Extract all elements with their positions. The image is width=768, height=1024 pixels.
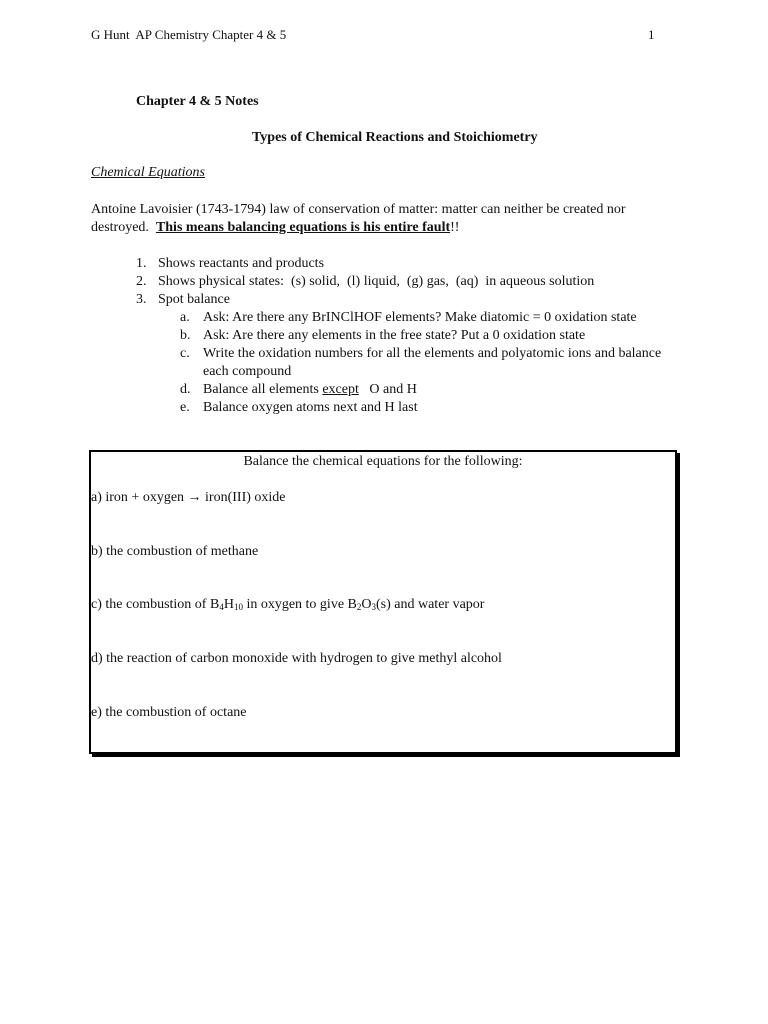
list-item-text: Shows physical states: (s) solid, (l) liquid, (g) gas, (aq) in aqueous solution [158,274,595,289]
sublist-item-underlined: except [322,382,359,397]
exercise-question-a: a) iron + oxygen → iron(III) oxide [91,490,286,505]
sublist-item-letter: e. [180,400,190,415]
sublist-item-text: Write the oxidation numbers for all the elements and polyatomic ions and balance each compound [203,346,662,379]
question-c-text: (s) and water vapor [376,597,485,612]
exercise-question-e: e) the combustion of octane [91,705,247,720]
question-c-text: O [361,597,372,612]
list-item-text: Shows reactants and products [158,256,325,271]
list-item [91,273,671,291]
sublist-item [158,309,671,327]
sublist-item [158,381,671,399]
exercise-question-d: d) the reaction of carbon monoxide with hydrogen to give methyl alcohol [91,651,502,666]
sublist-item-text: Balance oxygen atoms next and H last [203,400,418,415]
subscript: 10 [233,602,243,612]
list-item-number: 3. [136,292,147,307]
exercise-question-b: b) the combustion of methane [91,544,259,559]
subscript: 4 [219,602,224,612]
sublist-item-text-after: O and H [358,382,417,397]
subscript: 3 [371,602,376,612]
question-c-text: in oxygen to give B [242,597,357,612]
chapter-title: Chapter 4 & 5 Notes [136,94,259,109]
list-item [91,255,671,273]
header-course-title: G Hunt AP Chemistry Chapter 4 & 5 [91,27,287,42]
intro-trailing: !! [450,220,460,235]
list-item [91,291,671,417]
list-item-number: 2. [136,274,147,289]
exercise-question-c [91,597,484,613]
sublist-item-text: Ask: Are there any elements in the free state? Put a 0 oxidation state [203,328,586,343]
question-c-text: c) the combustion of B [91,597,220,612]
list-item-text: Spot balance [158,292,230,307]
sublist-item-text: Balance all elements [203,382,323,397]
substeps-list [158,309,671,417]
header-page-number: 1 [648,27,655,42]
intro-text: Antoine Lavoisier (1743-1794) law of conservation of matter: matter can neither be created nor destroyed. [91,202,630,235]
steps-list [91,255,671,417]
main-title: Types of Chemical Reactions and Stoichiometry [252,130,538,145]
question-c-text: H [223,597,234,612]
subscript: 2 [356,602,362,612]
sublist-item [158,345,671,381]
exercise-box [89,450,677,754]
sublist-item-letter: a. [180,310,190,325]
section-heading: Chemical Equations [91,165,205,180]
sublist-item-letter: b. [180,328,191,343]
exercise-box-title: Balance the chemical equations for the following: [243,454,523,469]
sublist-item [158,327,671,345]
sublist-item-letter: c. [180,346,190,361]
sublist-item [158,399,671,417]
intro-emphasis: This means balancing equations is his entire fault [155,220,451,235]
sublist-item-text: Ask: Are there any BrINClHOF elements? Make diatomic = 0 oxidation state [203,310,637,325]
list-item-number: 1. [136,256,147,271]
intro-paragraph [91,201,681,237]
sublist-item-letter: d. [180,382,191,397]
